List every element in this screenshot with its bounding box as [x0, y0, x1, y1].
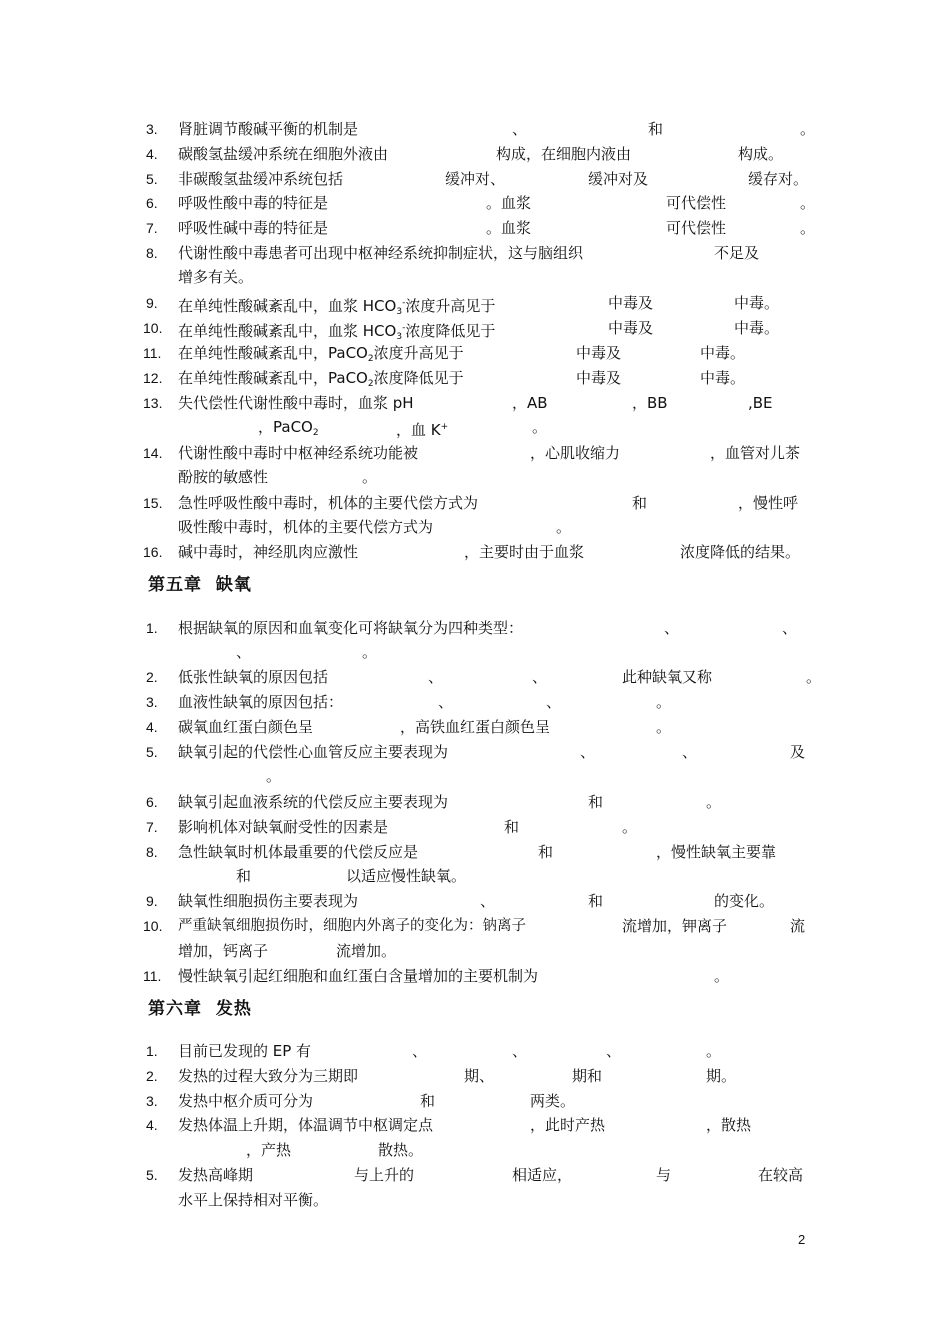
item-text: 、 [512, 120, 528, 138]
list-item [0, 715, 950, 739]
list-item [0, 167, 950, 191]
item-text: 、 [682, 743, 698, 761]
item-text: 在单纯性酸碱紊乱中，血浆 HCO [178, 322, 397, 340]
item-number: 14. [143, 445, 163, 461]
item-number: 11. [143, 968, 162, 984]
item-text: ，产热 [246, 1141, 292, 1159]
item-text: 。 [714, 967, 730, 985]
item-text: 、 [782, 619, 798, 637]
list-item [0, 216, 950, 240]
item-text [178, 291, 495, 318]
item-text: 、 [606, 1042, 622, 1060]
item-text: ，PaCO [258, 418, 313, 436]
item-text: 。 [800, 120, 816, 138]
item-text: 在单纯性酸碱紊乱中，PaCO [178, 369, 368, 387]
item-text: 酚胺的敏感性 [178, 468, 269, 486]
item-text [178, 366, 464, 390]
item-text: 失代偿性代谢性酸中毒时，血浆 pH [178, 394, 414, 412]
item-text: 及 [790, 743, 806, 761]
item-text: 流增加。 [336, 942, 397, 960]
item-text: 。 [266, 767, 282, 785]
item-text: 。 [556, 518, 572, 536]
item-text: 构成，在细胞内液由 [496, 145, 632, 163]
item-text: 碳酸氢盐缓冲系统在细胞外液由 [178, 145, 389, 163]
list-item-continuation [0, 864, 950, 888]
item-text: 。血浆 [486, 194, 532, 212]
item-text: 缺氧引起的代偿性心血管反应主要表现为 [178, 743, 449, 761]
item-number: 15. [143, 495, 163, 511]
item-text: 两类。 [530, 1092, 576, 1110]
list-item [0, 840, 950, 864]
list-item-continuation [0, 640, 950, 664]
item-number: 7. [146, 220, 158, 236]
item-text: 和 [588, 793, 604, 811]
item-number: 7. [146, 819, 158, 835]
item-number: 5. [146, 744, 158, 760]
list-item-continuation [0, 764, 950, 788]
item-text: 根据缺氧的原因和血氧变化可将缺氧分为四种类型： [178, 619, 524, 637]
item-number: 2. [146, 1068, 158, 1084]
list-item [0, 690, 950, 714]
item-text: 。 [362, 468, 378, 486]
item-text: 吸性酸中毒时，机体的主要代偿方式为 [178, 518, 434, 536]
item-text: 。 [656, 718, 672, 736]
list-item [0, 117, 950, 141]
subscript: 3 [396, 332, 403, 342]
item-text: 和 [538, 843, 554, 861]
item-text: 、 [480, 892, 496, 910]
subscript: 3 [396, 307, 403, 317]
item-text: 血液性缺氧的原因包括： [178, 693, 344, 711]
item-number: 4. [146, 719, 158, 735]
list-item [0, 914, 950, 938]
item-text: 代谢性酸中毒时中枢神经系统功能被 [178, 444, 419, 462]
item-text: 、 [438, 693, 454, 711]
item-text: 非碳酸氢盐缓冲系统包括 [178, 170, 344, 188]
list-item [0, 291, 950, 315]
item-text: 。血浆 [486, 219, 532, 237]
item-number: 3. [146, 1093, 158, 1109]
chapter-title: 第六章 发热 [148, 999, 252, 1019]
item-text: 此种缺氧又称 [622, 668, 713, 686]
item-text: 流增加，钾离子 [622, 917, 728, 935]
item-text: 发热高峰期 [178, 1166, 254, 1184]
superscript: - [402, 323, 406, 333]
item-text: ，心肌收缩力 [530, 444, 621, 462]
item-text: 代谢性酸中毒患者可出现中枢神经系统抑制症状，这与脑组织 [178, 244, 584, 262]
superscript: - [402, 298, 406, 308]
item-number: 9. [146, 295, 158, 311]
list-item [0, 1163, 950, 1187]
item-text: 增加，钙离子 [178, 942, 269, 960]
item-text: ，此时产热 [530, 1116, 606, 1134]
item-text: 、 [412, 1042, 428, 1060]
item-number: 11. [143, 345, 162, 361]
item-text: ,BE [748, 394, 773, 412]
item-text: 期、 [464, 1067, 495, 1085]
item-number: 16. [143, 544, 163, 560]
list-item [0, 316, 950, 340]
item-text: 和 [504, 818, 520, 836]
item-number: 1. [146, 620, 158, 636]
item-number: 8. [146, 245, 158, 261]
list-item-continuation [0, 515, 950, 539]
item-text: 、 [546, 693, 562, 711]
item-number: 9. [146, 893, 158, 909]
item-text: 。 [656, 693, 672, 711]
item-text: ，AB [512, 394, 548, 412]
item-text: 中毒。 [700, 344, 746, 362]
item-text: 相适应， [512, 1166, 573, 1184]
item-text: 浓度降低见于 [373, 369, 464, 387]
item-text: 、 [532, 668, 548, 686]
item-text: 的变化。 [714, 892, 775, 910]
item-text: 缓冲对及 [588, 170, 649, 188]
item-text: 可代偿性 [666, 194, 727, 212]
item-number: 2. [146, 669, 158, 685]
list-item-continuation [0, 415, 950, 439]
item-text: ，慢性呼 [738, 494, 799, 512]
item-text: 与上升的 [354, 1166, 415, 1184]
item-text: 、 [580, 743, 596, 761]
page-number: 2 [798, 1232, 806, 1247]
list-item-continuation [0, 1188, 950, 1212]
item-text: 。 [706, 1042, 722, 1060]
item-number: 3. [146, 121, 158, 137]
item-text: 中毒及 [576, 344, 622, 362]
item-text: 水平上保持相对平衡。 [178, 1191, 329, 1209]
item-text: 、 [512, 1042, 528, 1060]
item-number: 8. [146, 844, 158, 860]
item-text: 缺氧性细胞损伤主要表现为 [178, 892, 359, 910]
list-item [0, 889, 950, 913]
list-item [0, 964, 950, 988]
item-text: 低张性缺氧的原因包括 [178, 668, 329, 686]
list-item [0, 815, 950, 839]
item-text: 急性呼吸性酸中毒时，机体的主要代偿方式为 [178, 494, 479, 512]
item-text: 浓度降低见于 [405, 322, 496, 340]
item-text: 中毒。 [700, 369, 746, 387]
item-text: 可代偿性 [666, 219, 727, 237]
item-text: 和 [648, 120, 664, 138]
item-text: 缺氧引起血液系统的代偿反应主要表现为 [178, 793, 449, 811]
item-text: 增多有关。 [178, 268, 254, 286]
item-text: 期。 [706, 1067, 737, 1085]
item-text: 急性缺氧时机体最重要的代偿反应是 [178, 843, 419, 861]
list-item [0, 241, 950, 265]
item-text: 。 [362, 643, 378, 661]
item-text: 流 [790, 917, 806, 935]
item-text: 、 [236, 643, 252, 661]
item-text: 中毒及 [576, 369, 622, 387]
item-text: 呼吸性碱中毒的特征是 [178, 219, 329, 237]
list-item-continuation [0, 939, 950, 963]
item-text: ，高铁血红蛋白颜色呈 [400, 718, 551, 736]
item-text [396, 415, 448, 442]
item-text: 浓度降低的结果。 [680, 543, 801, 561]
superscript: + [440, 422, 449, 432]
list-item [0, 191, 950, 215]
list-item-continuation [0, 1138, 950, 1162]
item-text: 发热体温上升期，体温调节中枢调定点 [178, 1116, 434, 1134]
list-item [0, 341, 950, 365]
item-text [178, 316, 495, 343]
list-item [0, 740, 950, 764]
item-text: 和 [236, 867, 252, 885]
item-number: 6. [146, 794, 158, 810]
item-text: 。 [800, 219, 816, 237]
item-text: 浓度升高见于 [405, 297, 496, 315]
item-text: 和 [420, 1092, 436, 1110]
item-text: 缓存对。 [748, 170, 809, 188]
list-item-continuation [0, 465, 950, 489]
item-text: 中毒。 [734, 294, 780, 312]
list-item [0, 391, 950, 415]
item-number: 10. [143, 320, 163, 336]
chapter-title: 第五章 缺氧 [148, 575, 252, 595]
item-text: 严重缺氧细胞损伤时，细胞内外离子的变化为：钠离子 [178, 918, 526, 934]
item-text: 、 [428, 668, 444, 686]
item-number: 1. [146, 1043, 158, 1059]
item-number: 12. [143, 370, 163, 386]
item-text: 不足及 [714, 244, 760, 262]
list-item [0, 540, 950, 564]
item-text [178, 341, 464, 365]
item-number: 10. [143, 918, 163, 934]
item-text: 。 [800, 194, 816, 212]
list-item [0, 366, 950, 390]
list-item [0, 1064, 950, 1088]
subscript: 2 [312, 428, 319, 438]
list-item [0, 616, 950, 640]
list-item [0, 665, 950, 689]
item-text: 慢性缺氧引起红细胞和血红蛋白含量增加的主要机制为 [178, 967, 539, 985]
item-number: 5. [146, 171, 158, 187]
item-text: 在单纯性酸碱紊乱中，PaCO [178, 344, 368, 362]
item-number: 4. [146, 1117, 158, 1133]
subscript: 2 [367, 354, 374, 364]
item-text: 发热中枢介质可分为 [178, 1092, 314, 1110]
item-number: 3. [146, 694, 158, 710]
item-text: 浓度升高见于 [373, 344, 464, 362]
item-text: 碳氧血红蛋白颜色呈 [178, 718, 314, 736]
item-text [258, 415, 319, 439]
item-text: 呼吸性酸中毒的特征是 [178, 194, 329, 212]
item-text: 。 [532, 418, 548, 436]
item-text: 散热。 [378, 1141, 424, 1159]
list-item [0, 790, 950, 814]
list-item [0, 441, 950, 465]
item-text: 中毒及 [608, 294, 654, 312]
item-text: ，血管对儿茶 [710, 444, 801, 462]
item-text: 缓冲对、 [445, 170, 506, 188]
item-text: ，血 K [396, 421, 441, 439]
item-text: ，BB [632, 394, 668, 412]
item-text: 和 [632, 494, 648, 512]
item-text: 和 [588, 892, 604, 910]
item-text: 。 [622, 818, 638, 836]
subscript: 2 [367, 379, 374, 389]
list-item [0, 1113, 950, 1137]
item-text: 构成。 [738, 145, 784, 163]
item-text: 在较高 [758, 1166, 804, 1184]
item-text: 发热的过程大致分为三期即 [178, 1067, 359, 1085]
item-text: 以适应慢性缺氧。 [346, 867, 467, 885]
item-number: 5. [146, 1167, 158, 1183]
item-text: 、 [664, 619, 680, 637]
item-text: 中毒。 [734, 319, 780, 337]
item-number: 6. [146, 195, 158, 211]
item-text: 在单纯性酸碱紊乱中，血浆 HCO [178, 297, 397, 315]
list-item [0, 1039, 950, 1063]
item-text: 中毒及 [608, 319, 654, 337]
item-number: 13. [143, 395, 163, 411]
item-text: 目前已发现的 EP 有 [178, 1042, 312, 1060]
item-text: 。 [806, 668, 822, 686]
list-item-continuation [0, 265, 950, 289]
list-item [0, 491, 950, 515]
item-text: 碱中毒时，神经肌肉应激性 [178, 543, 359, 561]
item-text: 影响机体对缺氧耐受性的因素是 [178, 818, 389, 836]
item-text: ，散热 [706, 1116, 752, 1134]
item-text: ，慢性缺氧主要靠 [656, 843, 777, 861]
item-text: 肾脏调节酸碱平衡的机制是 [178, 120, 359, 138]
list-item [0, 142, 950, 166]
list-item [0, 1089, 950, 1113]
item-text: 与 [656, 1166, 672, 1184]
item-number: 4. [146, 146, 158, 162]
item-text: ，主要时由于血浆 [464, 543, 585, 561]
item-text: 。 [706, 793, 722, 811]
item-text: 期和 [572, 1067, 603, 1085]
